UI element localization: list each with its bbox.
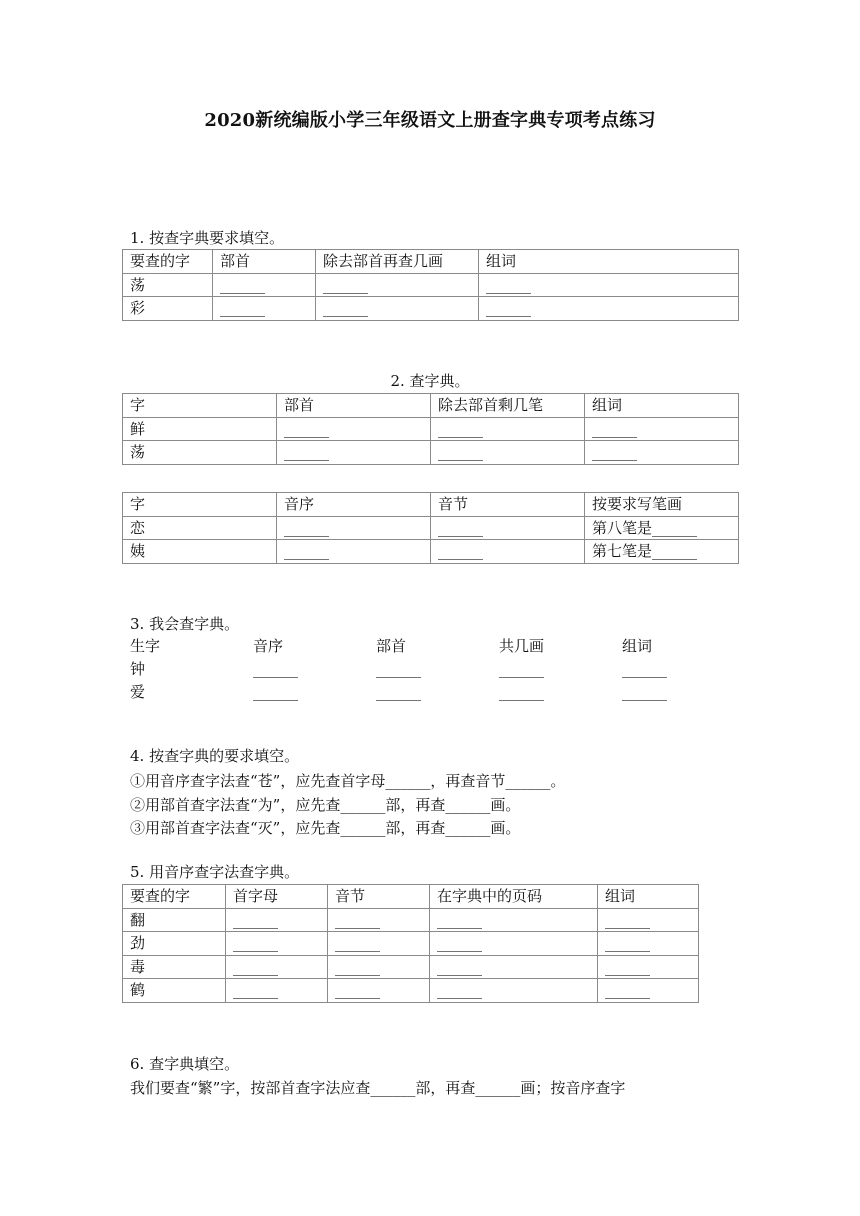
q2-radical-blank[interactable]: ______ xyxy=(277,441,431,465)
table-row xyxy=(123,932,699,956)
q3-char: 钟 xyxy=(130,660,146,678)
q2b-stroke-blank[interactable]: 第七笔是______ xyxy=(585,540,739,564)
q3-word-blank[interactable]: ______ xyxy=(622,660,667,678)
table-row xyxy=(123,297,739,321)
q5-header-syllable: 音节 xyxy=(328,885,430,909)
q2b-header-row xyxy=(123,493,739,517)
q2b-header-stroke: 按要求写笔画 xyxy=(585,493,739,517)
q2b-stroke-blank[interactable]: 第八笔是______ xyxy=(585,516,739,540)
page-title: 2020新统编版小学三年级语文上册查字典专项考点练习 xyxy=(204,110,656,131)
q1-strokes-blank[interactable]: ______ xyxy=(316,297,479,321)
q5-header-initial: 首字母 xyxy=(226,885,328,909)
q5-header-row xyxy=(123,885,699,909)
q4-line-1: ①用音序查字法查“苍”，应先查首字母______，再查音节______。 xyxy=(130,772,566,790)
q3-strokes-blank[interactable]: ______ xyxy=(499,683,544,701)
q2b-syllable-blank[interactable]: ______ xyxy=(431,516,585,540)
q1-header-word: 组词 xyxy=(479,250,739,274)
q5-page-blank[interactable]: ______ xyxy=(430,979,598,1003)
q5-header-word: 组词 xyxy=(598,885,699,909)
q5-syllable-blank[interactable]: ______ xyxy=(328,908,430,932)
q3-char: 爱 xyxy=(130,683,146,701)
q6-title: 6. 查字典填空。 xyxy=(130,1055,240,1073)
table-row xyxy=(123,979,699,1003)
q2b-header-initial: 音序 xyxy=(277,493,431,517)
q1-strokes-blank[interactable]: ______ xyxy=(316,273,479,297)
q1-header-char: 要查的字 xyxy=(123,250,213,274)
q5-header-char: 要查的字 xyxy=(123,885,226,909)
q2-strokes-blank[interactable]: ______ xyxy=(431,417,585,441)
q5-word-blank[interactable]: ______ xyxy=(598,955,699,979)
q3-header-strokes: 共几画 xyxy=(499,637,545,655)
list-item xyxy=(0,682,860,702)
q5-char: 毒 xyxy=(123,955,226,979)
q5-initial-blank[interactable]: ______ xyxy=(226,979,328,1003)
q2-word-blank[interactable]: ______ xyxy=(585,441,739,465)
q2b-char: 恋 xyxy=(123,516,277,540)
table-row xyxy=(123,516,739,540)
q2-header-radical: 部首 xyxy=(277,394,431,418)
q5-char: 劲 xyxy=(123,932,226,956)
q1-header-radical: 部首 xyxy=(213,250,316,274)
table-row xyxy=(123,908,699,932)
q1-char: 彩 xyxy=(123,297,213,321)
q3-header-row xyxy=(0,636,860,656)
q2-strokes-blank[interactable]: ______ xyxy=(431,441,585,465)
q5-title: 5. 用音序查字法查字典。 xyxy=(130,863,300,881)
q6-line: 我们要查“繁”字，按部首查字法应查______部，再查______画；按音序查字 xyxy=(130,1079,626,1097)
q1-title: 1. 按查字典要求填空。 xyxy=(130,229,285,247)
q2-radical-blank[interactable]: ______ xyxy=(277,417,431,441)
q3-header-word: 组词 xyxy=(622,637,653,655)
q5-initial-blank[interactable]: ______ xyxy=(226,955,328,979)
q5-initial-blank[interactable]: ______ xyxy=(226,932,328,956)
q5-page-blank[interactable]: ______ xyxy=(430,908,598,932)
q5-word-blank[interactable]: ______ xyxy=(598,979,699,1003)
q5-syllable-blank[interactable]: ______ xyxy=(328,955,430,979)
q5-syllable-blank[interactable]: ______ xyxy=(328,979,430,1003)
q3-strokes-blank[interactable]: ______ xyxy=(499,660,544,678)
q1-word-blank[interactable]: ______ xyxy=(479,273,739,297)
q1-header-strokes: 除去部首再查几画 xyxy=(316,250,479,274)
q1-radical-blank[interactable]: ______ xyxy=(213,297,316,321)
q3-radical-blank[interactable]: ______ xyxy=(376,683,421,701)
q5-syllable-blank[interactable]: ______ xyxy=(328,932,430,956)
q4-line-3: ③用部首查字法查“灭”，应先查______部，再查______画。 xyxy=(130,819,521,837)
q5-word-blank[interactable]: ______ xyxy=(598,932,699,956)
q1-header-row xyxy=(123,250,739,274)
q2-char: 荡 xyxy=(123,441,277,465)
q2-header-word: 组词 xyxy=(585,394,739,418)
q2b-syllable-blank[interactable]: ______ xyxy=(431,540,585,564)
q5-initial-blank[interactable]: ______ xyxy=(226,908,328,932)
q2-word-blank[interactable]: ______ xyxy=(585,417,739,441)
q5-char: 翻 xyxy=(123,908,226,932)
q5-page-blank[interactable]: ______ xyxy=(430,955,598,979)
q2-table-radical xyxy=(122,393,739,465)
table-row xyxy=(123,417,739,441)
table-row xyxy=(123,441,739,465)
table-row xyxy=(123,540,739,564)
q2b-initial-blank[interactable]: ______ xyxy=(277,516,431,540)
q2-title: 2. 查字典。 xyxy=(390,372,470,390)
q2-header-char: 字 xyxy=(123,394,277,418)
list-item xyxy=(0,659,860,679)
q3-title: 3. 我会查字典。 xyxy=(130,615,240,633)
q5-table xyxy=(122,884,699,1003)
q2-table-pinyin xyxy=(122,492,739,564)
q2b-char: 姨 xyxy=(123,540,277,564)
q5-header-page: 在字典中的页码 xyxy=(430,885,598,909)
q3-word-blank[interactable]: ______ xyxy=(622,683,667,701)
q4-title: 4. 按查字典的要求填空。 xyxy=(130,747,300,765)
q5-char: 鹤 xyxy=(123,979,226,1003)
q2b-header-syllable: 音节 xyxy=(431,493,585,517)
q2-char: 鲜 xyxy=(123,417,277,441)
q1-radical-blank[interactable]: ______ xyxy=(213,273,316,297)
q3-initial-blank[interactable]: ______ xyxy=(253,660,298,678)
q1-table xyxy=(122,249,739,321)
q4-line-2: ②用部首查字法查“为”，应先查______部，再查______画。 xyxy=(130,796,521,814)
q2b-header-char: 字 xyxy=(123,493,277,517)
q1-char: 荡 xyxy=(123,273,213,297)
q5-word-blank[interactable]: ______ xyxy=(598,908,699,932)
q3-initial-blank[interactable]: ______ xyxy=(253,683,298,701)
q5-page-blank[interactable]: ______ xyxy=(430,932,598,956)
q2-header-row xyxy=(123,394,739,418)
q2b-initial-blank[interactable]: ______ xyxy=(277,540,431,564)
q2-header-strokes: 除去部首剩几笔 xyxy=(431,394,585,418)
q3-header-char: 生字 xyxy=(130,637,161,655)
q3-header-radical: 部首 xyxy=(376,637,407,655)
q3-header-initial: 音序 xyxy=(253,637,284,655)
q3-radical-blank[interactable]: ______ xyxy=(376,660,421,678)
table-row xyxy=(123,955,699,979)
table-row xyxy=(123,273,739,297)
q1-word-blank[interactable]: ______ xyxy=(479,297,739,321)
